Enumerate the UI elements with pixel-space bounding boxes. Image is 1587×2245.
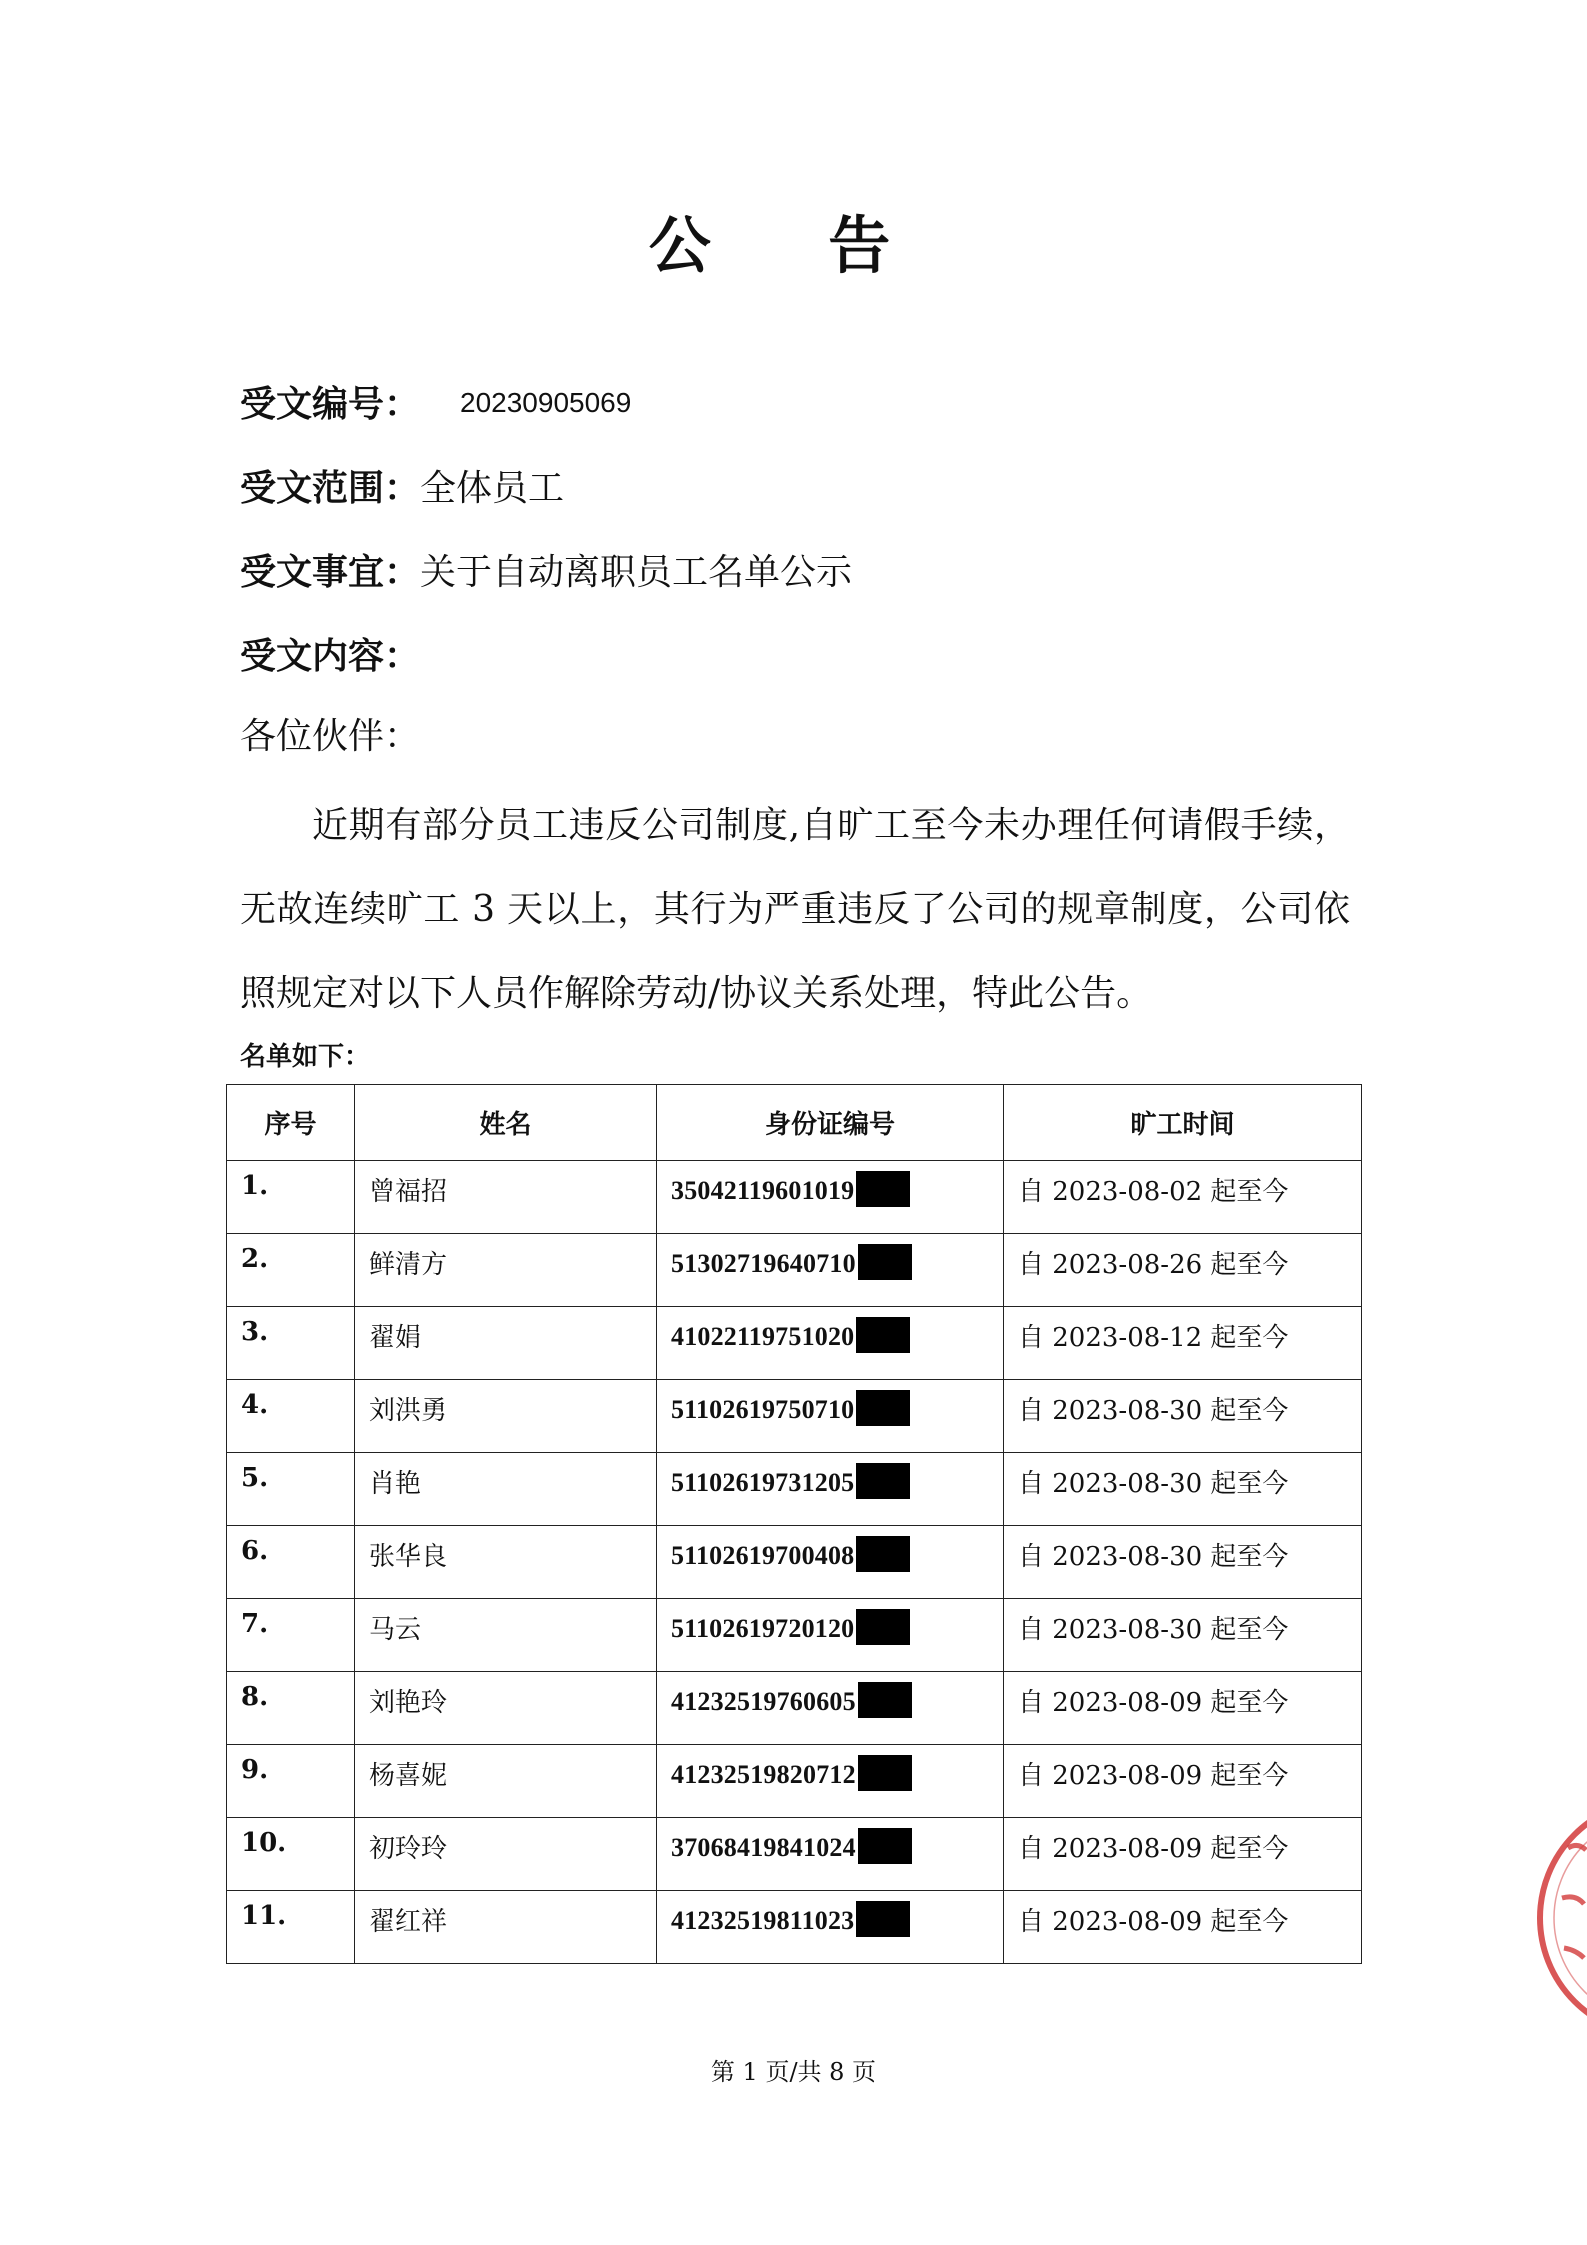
row-absence-period-cell xyxy=(1004,1745,1362,1818)
header-name: 姓名 xyxy=(355,1085,657,1161)
row-name: 刘艳玲 xyxy=(369,1688,448,1718)
table-body xyxy=(227,1161,1362,1964)
row-index: 8. xyxy=(241,1682,269,1712)
row-name: 鲜清方 xyxy=(369,1250,448,1280)
content-row xyxy=(240,628,420,679)
row-absence-period: 自 2023-08-09 起至今 xyxy=(1018,1688,1289,1718)
row-absence-period: 自 2023-08-09 起至今 xyxy=(1018,1907,1289,1937)
row-index-cell xyxy=(227,1526,355,1599)
row-id-number-cell xyxy=(657,1380,1004,1453)
company-seal-stamp xyxy=(1528,1788,1587,2048)
row-id-number-cell xyxy=(657,1745,1004,1818)
row-id-number-cell xyxy=(657,1672,1004,1745)
table-row xyxy=(227,1161,1362,1234)
row-absence-period: 自 2023-08-30 起至今 xyxy=(1018,1542,1289,1572)
row-absence-period: 自 2023-08-30 起至今 xyxy=(1018,1615,1289,1645)
row-id-number: 51102619720120 xyxy=(671,1614,855,1643)
row-index: 10. xyxy=(241,1828,287,1858)
row-name-cell xyxy=(355,1672,657,1745)
row-name: 张华良 xyxy=(369,1542,448,1572)
row-absence-period: 自 2023-08-26 起至今 xyxy=(1018,1250,1289,1280)
row-name-cell xyxy=(355,1599,657,1672)
row-absence-period-cell xyxy=(1004,1891,1362,1964)
list-title: 名单如下： xyxy=(240,1042,371,1072)
row-absence-period: 自 2023-08-30 起至今 xyxy=(1018,1469,1289,1499)
row-index-cell xyxy=(227,1161,355,1234)
redaction-block xyxy=(856,1609,910,1645)
header-absence: 旷工时间 xyxy=(1004,1085,1362,1161)
notice-body: 近期有部分员工违反公司制度,自旷工至今未办理任何请假手续，无故连续旷工 3 天以上，其行为严重违反了公司的规章制度，公司依照规定对以下人员作解除劳动/协议关系处理，特此公告。 xyxy=(240,805,1350,1014)
row-name-cell xyxy=(355,1453,657,1526)
table-row xyxy=(227,1234,1362,1307)
row-index-cell xyxy=(227,1234,355,1307)
row-name: 曾福招 xyxy=(369,1177,448,1207)
row-name-cell xyxy=(355,1234,657,1307)
row-index-cell xyxy=(227,1599,355,1672)
redaction-block xyxy=(856,1901,910,1937)
redaction-block xyxy=(856,1463,910,1499)
row-id-number-cell xyxy=(657,1453,1004,1526)
row-absence-period-cell xyxy=(1004,1453,1362,1526)
table-row xyxy=(227,1526,1362,1599)
redaction-block xyxy=(856,1171,910,1207)
row-name: 马云 xyxy=(369,1615,422,1645)
scope-value: 全体员工 xyxy=(420,468,565,509)
doc-number-row xyxy=(240,376,631,427)
page-footer: 第 1 页/共 8 页 xyxy=(710,2058,877,2086)
redaction-block xyxy=(856,1317,910,1353)
row-id-number-cell xyxy=(657,1891,1004,1964)
scope-row xyxy=(240,460,564,511)
table-row xyxy=(227,1599,1362,1672)
row-index-cell xyxy=(227,1380,355,1453)
row-index: 11. xyxy=(241,1901,287,1931)
row-name-cell xyxy=(355,1161,657,1234)
row-name-cell xyxy=(355,1891,657,1964)
row-id-number-cell xyxy=(657,1307,1004,1380)
row-id-number: 51102619750710 xyxy=(671,1395,855,1424)
row-absence-period: 自 2023-08-09 起至今 xyxy=(1018,1834,1289,1864)
row-id-number: 35042119601019 xyxy=(671,1176,855,1205)
row-name-cell xyxy=(355,1818,657,1891)
table-row xyxy=(227,1380,1362,1453)
row-id-number-cell xyxy=(657,1234,1004,1307)
row-index: 2. xyxy=(241,1244,269,1274)
row-id-number-cell xyxy=(657,1818,1004,1891)
row-id-number: 51302719640710 xyxy=(671,1249,856,1278)
row-id-number-cell xyxy=(657,1161,1004,1234)
row-name: 刘洪勇 xyxy=(369,1396,448,1426)
table-row xyxy=(227,1453,1362,1526)
scope-label: 受文范围： xyxy=(240,467,421,509)
row-index: 1. xyxy=(241,1171,269,1201)
row-name-cell xyxy=(355,1307,657,1380)
table-header-row xyxy=(227,1085,1362,1161)
row-absence-period-cell xyxy=(1004,1234,1362,1307)
row-id-number-cell xyxy=(657,1526,1004,1599)
row-id-number-cell xyxy=(657,1599,1004,1672)
row-name: 初玲玲 xyxy=(369,1834,448,1864)
table-row xyxy=(227,1307,1362,1380)
row-absence-period-cell xyxy=(1004,1307,1362,1380)
row-index: 5. xyxy=(241,1463,269,1493)
row-id-number: 51102619731205 xyxy=(671,1468,855,1497)
table-row xyxy=(227,1891,1362,1964)
row-absence-period-cell xyxy=(1004,1672,1362,1745)
row-name-cell xyxy=(355,1745,657,1818)
header-id: 身份证编号 xyxy=(657,1085,1004,1161)
redaction-block xyxy=(856,1390,910,1426)
subject-label: 受文事宜： xyxy=(240,551,421,593)
row-index-cell xyxy=(227,1672,355,1745)
row-absence-period-cell xyxy=(1004,1380,1362,1453)
row-id-number: 41022119751020 xyxy=(671,1322,855,1351)
row-absence-period-cell xyxy=(1004,1818,1362,1891)
row-index-cell xyxy=(227,1891,355,1964)
row-absence-period: 自 2023-08-02 起至今 xyxy=(1018,1177,1289,1207)
row-name: 翟娟 xyxy=(369,1323,422,1353)
redaction-block xyxy=(858,1682,912,1718)
row-index: 9. xyxy=(241,1755,269,1785)
row-name: 杨喜妮 xyxy=(369,1761,448,1791)
row-id-number: 41232519820712 xyxy=(671,1760,856,1789)
document-title: 公 告 xyxy=(648,209,939,282)
row-index: 3. xyxy=(241,1317,269,1347)
row-absence-period: 自 2023-08-30 起至今 xyxy=(1018,1396,1289,1426)
table-row xyxy=(227,1672,1362,1745)
row-index-cell xyxy=(227,1745,355,1818)
row-index: 4. xyxy=(241,1390,269,1420)
doc-number-label: 受文编号： xyxy=(240,383,421,425)
doc-number-value: 20230905069 xyxy=(460,387,632,418)
subject-value: 关于自动离职员工名单公示 xyxy=(420,552,853,593)
redaction-block xyxy=(858,1244,912,1280)
row-name-cell xyxy=(355,1380,657,1453)
dismissal-table xyxy=(226,1084,1362,1964)
row-id-number: 41232519811023 xyxy=(671,1906,855,1935)
row-absence-period-cell xyxy=(1004,1161,1362,1234)
header-index: 序号 xyxy=(227,1085,355,1161)
subject-row xyxy=(240,544,852,595)
row-index: 7. xyxy=(241,1609,269,1639)
row-absence-period-cell xyxy=(1004,1526,1362,1599)
row-id-number: 51102619700408 xyxy=(671,1541,855,1570)
redaction-block xyxy=(858,1828,912,1864)
row-name: 翟红祥 xyxy=(369,1907,448,1937)
redaction-block xyxy=(856,1536,910,1572)
content-label: 受文内容： xyxy=(240,635,421,677)
redaction-block xyxy=(858,1755,912,1791)
row-absence-period: 自 2023-08-12 起至今 xyxy=(1018,1323,1289,1353)
row-absence-period-cell xyxy=(1004,1599,1362,1672)
row-id-number: 37068419841024 xyxy=(671,1833,856,1862)
row-index: 6. xyxy=(241,1536,269,1566)
greeting: 各位伙伴： xyxy=(240,716,421,757)
row-index-cell xyxy=(227,1307,355,1380)
table-row xyxy=(227,1745,1362,1818)
row-name: 肖艳 xyxy=(369,1469,422,1499)
row-index-cell xyxy=(227,1453,355,1526)
row-name-cell xyxy=(355,1526,657,1599)
row-index-cell xyxy=(227,1818,355,1891)
table-row xyxy=(227,1818,1362,1891)
row-absence-period: 自 2023-08-09 起至今 xyxy=(1018,1761,1289,1791)
row-id-number: 41232519760605 xyxy=(671,1687,856,1716)
